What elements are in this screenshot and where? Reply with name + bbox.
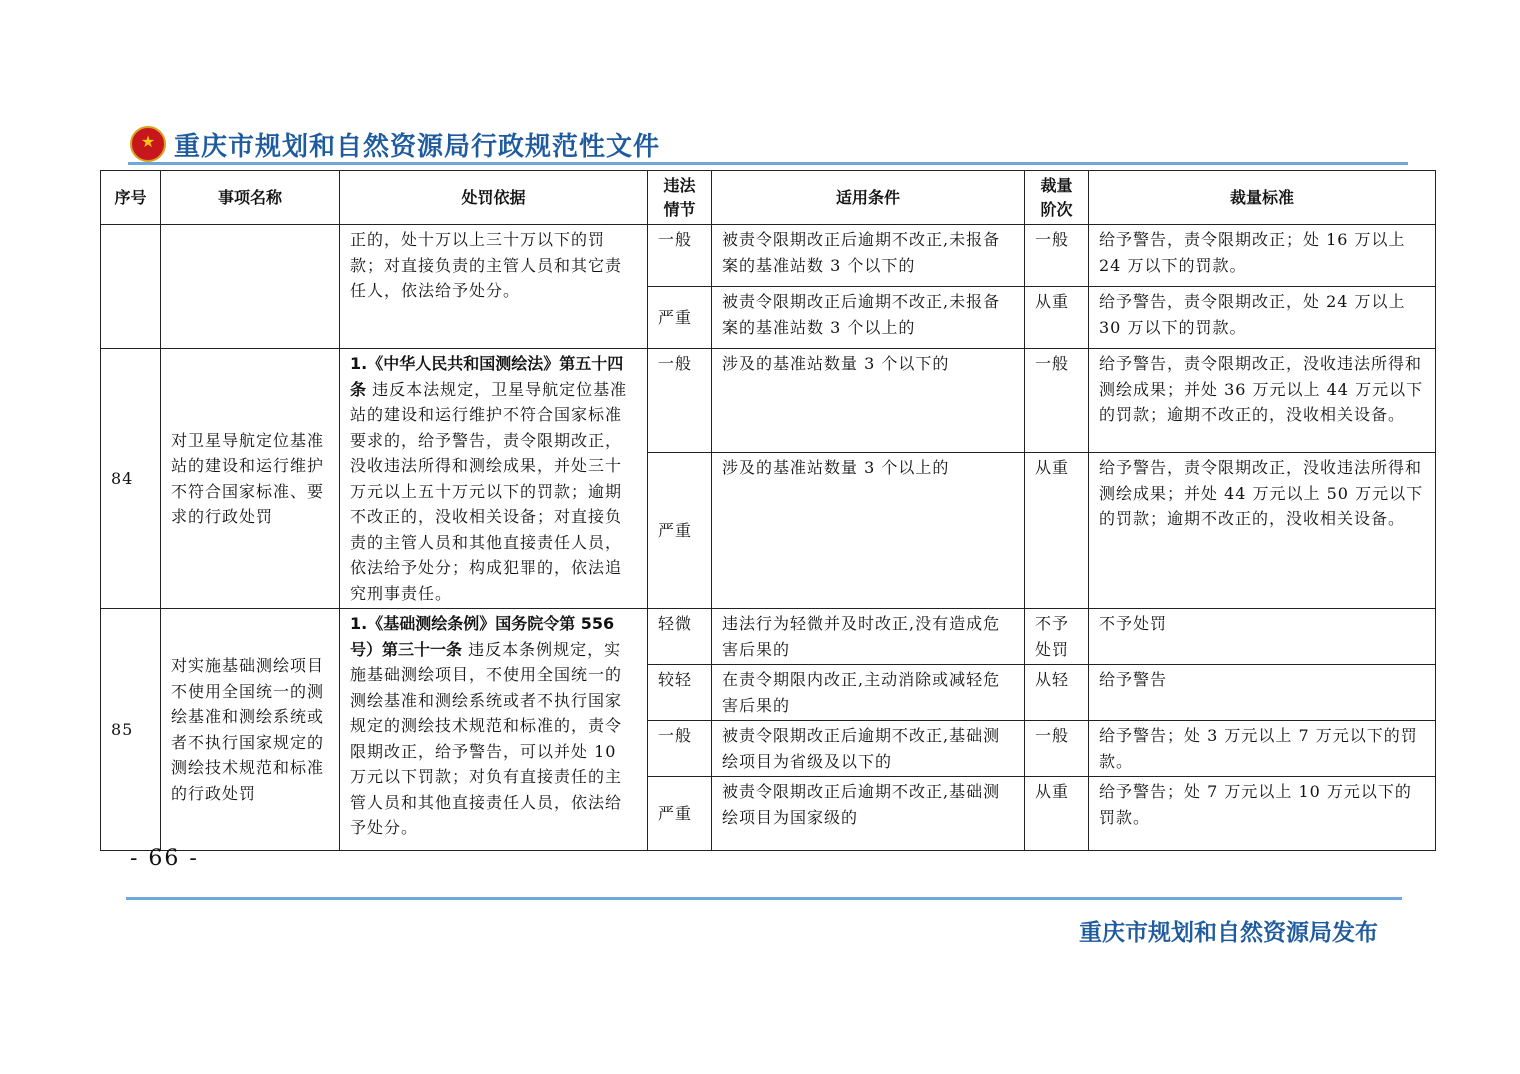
col-header-basis: 处罚依据 [340,171,648,225]
page-header [130,124,660,164]
table-row [101,609,1436,665]
cell-level: 从重 [1025,777,1089,851]
cell-standard: 给予警告，责令限期改正，处 24 万以上 30 万以下的罚款。 [1089,287,1436,349]
cell-plot: 严重 [648,777,712,851]
cell-no [101,225,161,349]
basis-citation: 1.《中华人民共和国测绘法》第五十四条 [350,354,624,399]
penalty-table [100,170,1436,851]
cell-plot: 轻微 [648,609,712,665]
cell-plot: 一般 [648,721,712,777]
cell-condition: 被责令限期改正后逾期不改正,未报备案的基准站数 3 个以上的 [712,287,1025,349]
cell-plot: 严重 [648,453,712,609]
cell-no: 85 [101,609,161,851]
cell-condition: 被责令限期改正后逾期不改正,基础测绘项目为省级及以下的 [712,721,1025,777]
cell-standard: 给予警告；处 7 万元以上 10 万元以下的罚款。 [1089,777,1436,851]
cell-level: 一般 [1025,721,1089,777]
cell-standard: 给予警告，责令限期改正，没收违法所得和测绘成果；并处 36 万元以上 44 万元以下的罚款；逾期不改正的，没收相关设备。 [1089,349,1436,453]
basis-text: 违反本条例规定，实施基础测绘项目，不使用全国统一的测绘基准和测绘系统或者不执行国家规定的测绘技术规范和标准的，责令限期改正，给予警告，可以并处 10 万元以下罚款；对负有直接责任的主管人员和其他直接责任人员，依法给予处分。 [350,639,623,837]
col-header-plot: 违法情节 [648,171,712,225]
cell-standard: 给予警告，责令限期改正，没收违法所得和测绘成果；并处 44 万元以上 50 万元以下的罚款；逾期不改正的，没收相关设备。 [1089,453,1436,609]
table-row [101,225,1436,287]
basis-citation: 1.《基础测绘条例》国务院令第 556 号）第三十一条 [350,614,615,659]
cell-condition: 涉及的基准站数量 3 个以下的 [712,349,1025,453]
cell-level: 不予处罚 [1025,609,1089,665]
footer-divider [126,897,1402,900]
cell-plot: 一般 [648,349,712,453]
col-header-level: 裁量阶次 [1025,171,1089,225]
cell-condition: 被责令限期改正后逾期不改正,基础测绘项目为国家级的 [712,777,1025,851]
cell-plot: 较轻 [648,665,712,721]
footer-publisher: 重庆市规划和自然资源局发布 [1079,920,1378,946]
cell-level: 从轻 [1025,665,1089,721]
table-header-row [101,171,1436,225]
cell-plot: 严重 [648,287,712,349]
page-number: - 66 - [130,846,199,871]
cell-basis: 正的，处十万以上三十万以下的罚款；对直接负责的主管人员和其它责任人，依法给予处分。 [340,225,648,349]
cell-standard: 给予警告 [1089,665,1436,721]
cell-condition: 违法行为轻微并及时改正,没有造成危害后果的 [712,609,1025,665]
cell-level: 从重 [1025,287,1089,349]
cell-condition: 被责令限期改正后逾期不改正,未报备案的基准站数 3 个以下的 [712,225,1025,287]
cell-basis [340,349,648,609]
col-header-name: 事项名称 [161,171,340,225]
cell-standard: 给予警告，责令限期改正；处 16 万以上 24 万以下的罚款。 [1089,225,1436,287]
cell-standard: 不予处罚 [1089,609,1436,665]
col-header-standard: 裁量标准 [1089,171,1436,225]
cell-standard: 给予警告；处 3 万元以上 7 万元以下的罚款。 [1089,721,1436,777]
col-header-no: 序号 [101,171,161,225]
basis-text: 违反本法规定，卫星导航定位基准站的建设和运行维护不符合国家标准要求的，给予警告，责令限期改正，没收违法所得和测绘成果，并处三十万元以上五十万元以下的罚款；逾期不改正的，没收相关设备；对直接负责的主管人员和其他直接责任人员，依法给予处分；构成犯罪的，依法追究刑事责任。 [350,379,628,603]
col-header-condition: 适用条件 [712,171,1025,225]
cell-level: 一般 [1025,349,1089,453]
header-divider [128,162,1408,165]
cell-level: 一般 [1025,225,1089,287]
table-row [101,349,1436,453]
national-emblem-icon [130,126,166,162]
cell-condition: 在责令期限内改正,主动消除或减轻危害后果的 [712,665,1025,721]
cell-basis [340,609,648,851]
cell-no: 84 [101,349,161,609]
cell-name [161,225,340,349]
cell-level: 从重 [1025,453,1089,609]
cell-plot: 一般 [648,225,712,287]
cell-name: 对卫星导航定位基准站的建设和运行维护不符合国家标准、要求的行政处罚 [161,349,340,609]
cell-name: 对实施基础测绘项目不使用全国统一的测绘基准和测绘系统或者不执行国家规定的测绘技术规范和标准的行政处罚 [161,609,340,851]
header-title: 重庆市规划和自然资源局行政规范性文件 [174,131,661,162]
cell-condition: 涉及的基准站数量 3 个以上的 [712,453,1025,609]
